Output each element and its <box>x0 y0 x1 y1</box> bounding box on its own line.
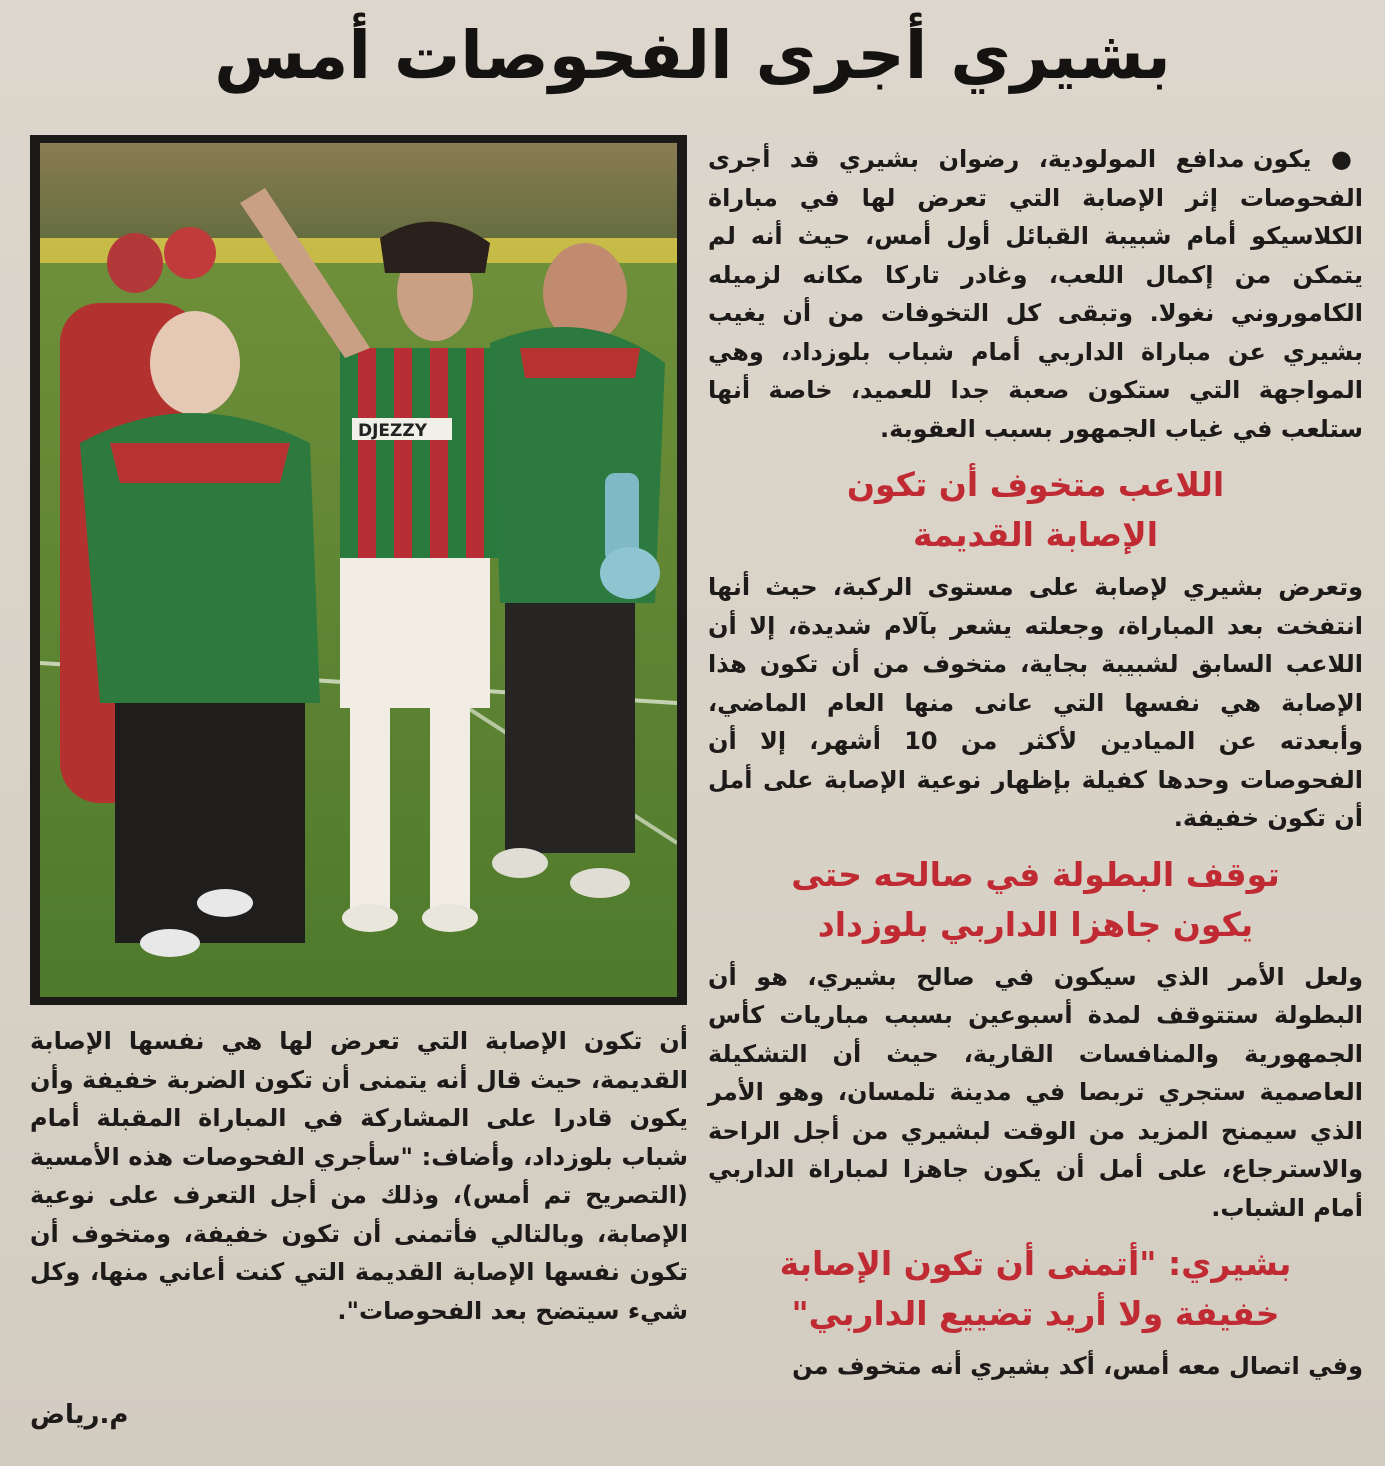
continuation-paragraph: أن تكون الإصابة التي تعرض لها هي نفسها الإصابة القديمة، حيث قال أنه يتمنى أن تكون الضربة خفيفة وأن يكون قادرا على المشاركة في المباراة المقبلة أمام شباب بلوزداد، وأضاف: "سأجري الفحوصات هذه الأمسية (التصريح تم أمس)، وذلك من أجل التعرف على نوعية الإصابة، وبالتالي فأتمنى أن تكون خفيفة، ومتخوف أن تكون نفسها الإصابة القديمة التي كنت أعاني منها، وكل شيء سيتضح بعد الفحوصات". <box>30 1027 688 1325</box>
subhead-2-line-2: يكون جاهزا الداربي بلوزداد <box>817 904 1254 944</box>
subhead-1-line-2: الإصابة القديمة <box>912 515 1159 554</box>
byline: م.رياض <box>30 1400 129 1430</box>
subhead-1 <box>708 460 1363 560</box>
shirt-sponsor-text: DJEZZY <box>358 421 428 441</box>
news-photo <box>40 143 677 997</box>
intro-paragraph <box>708 140 1363 448</box>
photo-frame <box>30 135 687 1005</box>
subhead-2-line-1: توقف البطولة في صالحه حتى <box>791 854 1280 894</box>
section-1-paragraph: وتعرض بشيري لإصابة على مستوى الركبة، حيث أنها انتفخت بعد المباراة، وجعلته يشعر بآلام شديدة، إلا أن اللاعب السابق لشبيبة بجاية، متخوف من أن تكون هذا الإصابة هي نفسها التي عانى منها العام الماضي، وأبعدته عن الميادين لأكثر من 10 أشهر، إلا أن الفحوصات وحدها كفيلة بإظهار نوعية الإصابة على أمل أن تكون خفيفة. <box>708 573 1364 832</box>
subhead-1-line-1: اللاعب متخوف أن تكون <box>846 465 1225 504</box>
bullet-icon: ● <box>1330 145 1363 173</box>
subhead-2 <box>708 850 1363 950</box>
headline: بشيري أجرى الفحوصات أمس <box>214 17 1171 94</box>
subhead-3-line-2: خفيفة ولا أريد تضييع الداربي" <box>791 1294 1280 1333</box>
striped-jersey <box>340 348 510 558</box>
subhead-3 <box>708 1239 1363 1339</box>
football-players-photo <box>40 143 677 997</box>
left-column <box>30 1022 688 1462</box>
right-column <box>708 140 1363 1460</box>
intro-text: يكون مدافع المولودية، رضوان بشيري قد أجرى الفحوصات إثر الإصابة التي تعرض لها في مباراة الكلاسيكو أمام شبيبة القبائل أول أمس، حيث أنه لم يتمكن من إكمال اللعب، وغادر تاركا مكانه لزميله الكاموروني نغولا. وتبقى كل التخوفات من أن يغيب بشيري عن مباراة الداربي أمام شباب بلوزداد، وهي المواجهة التي ستكون صعبة جدا للعميد، خاصة أنها ستلعب في غياب الجمهور بسبب العقوبة. <box>708 145 1363 443</box>
section-2-paragraph: ولعل الأمر الذي سيكون في صالح بشيري، هو أن البطولة ستتوقف لمدة أسبوعين بسبب مباريات كأس الجمهورية والمنافسات القارية، حيث أن التشكيلة العاصمية ستجري تربصا في مدينة تلمسان، وهو الأمر الذي سيمنح المزيد من الوقت لبشيري من أجل الراحة والاسترجاع، على أمل أن يكون جاهزا لمباراة الداربي أمام الشباب. <box>708 962 1363 1222</box>
subhead-3-line-1: بشيري: "أتمنى أن تكون الإصابة <box>779 1244 1292 1283</box>
section-3-paragraph: وفي اتصال معه أمس، أكد بشيري أنه متخوف من <box>792 1352 1363 1380</box>
